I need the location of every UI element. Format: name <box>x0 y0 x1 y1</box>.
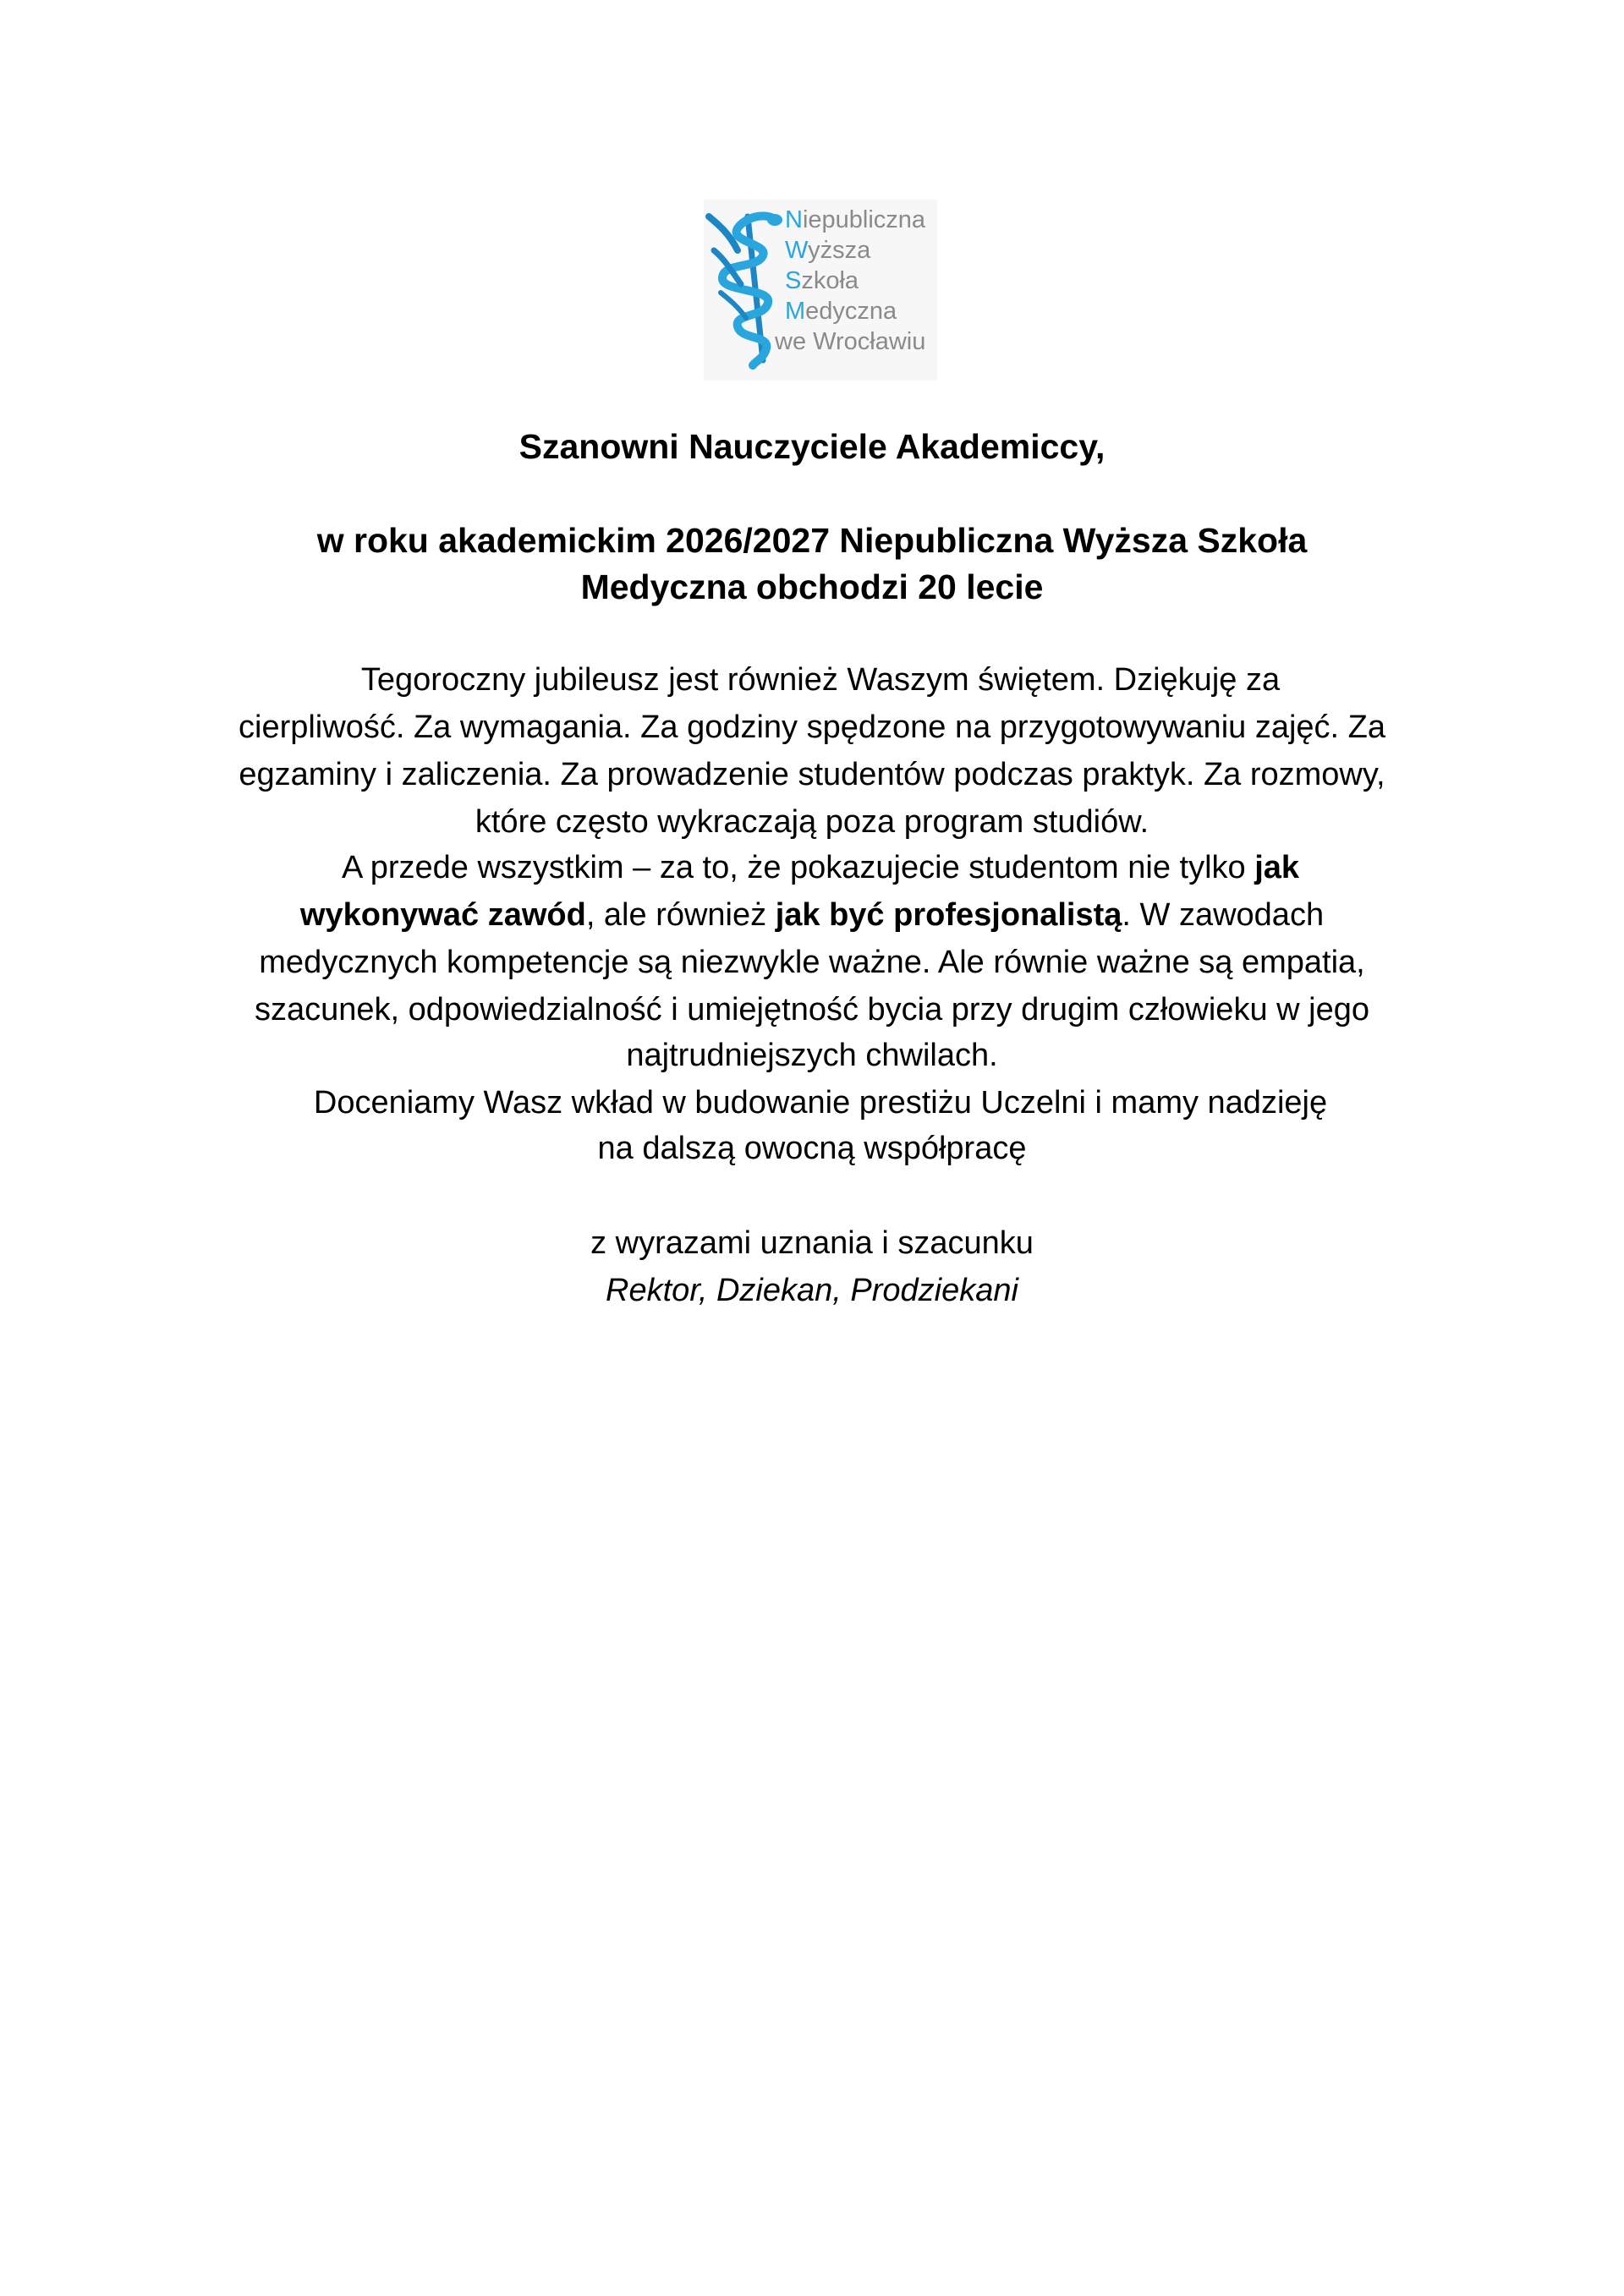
headline-line: w roku akademickim 2026/2027 Niepubliczna Wyższa Szkoła <box>316 521 1308 560</box>
salutation: Szanowni Nauczyciele Akademiccy, <box>518 427 1106 466</box>
signature-line: Rektor, Dziekan, Prodziekani <box>606 1273 1018 1308</box>
paragraph-line: najtrudniejszych chwilach. <box>626 1038 998 1073</box>
bold-text: jak <box>1254 850 1300 885</box>
logo-line: Medyczna <box>785 298 897 325</box>
paragraph-line <box>0 893 1624 937</box>
closing-line: z wyrazami uznania i szacunku <box>590 1225 1034 1261</box>
logo-wordmark <box>775 205 926 357</box>
paragraph-line: szacunek, odpowiedzialność i umiejętność bycia przy drugim człowieku w jego <box>255 992 1369 1027</box>
text-run: . W zawodach <box>1122 897 1325 933</box>
bold-text: wykonywać zawód <box>299 897 586 933</box>
text-run: A przede wszystkim – za to, że pokazujecie studentom nie tylko <box>341 850 1255 885</box>
logo-line: Wyższa <box>785 237 871 264</box>
caduceus-snake-icon <box>704 200 785 381</box>
logo-line: Szkoła <box>785 267 859 294</box>
headline-line: Medyczna obchodzi 20 lecie <box>580 567 1044 606</box>
logo-line: we Wrocławiu <box>775 328 926 355</box>
paragraph-line: na dalszą owocną współpracę <box>597 1131 1027 1166</box>
logo-line: Niepubliczna <box>785 206 926 233</box>
university-logo <box>704 200 937 381</box>
bold-text: jak być profesjonalistą <box>775 897 1122 933</box>
paragraph-line <box>0 846 1624 890</box>
text-run: , ale również <box>585 897 776 933</box>
paragraph-line: egzaminy i zaliczenia. Za prowadzenie studentów podczas praktyk. Za rozmowy, <box>239 757 1385 792</box>
paragraph-line: Doceniamy Wasz wkład w budowanie prestiżu Uczelni i mamy nadzieję <box>313 1085 1328 1121</box>
paragraph-line: medycznych kompetencje są niezwykle ważne. Ale równie ważne są empatia, <box>259 945 1365 980</box>
paragraph-line: Tegoroczny jubileusz jest również Waszym świętem. Dziękuję za <box>360 662 1281 698</box>
paragraph-line: cierpliwość. Za wymagania. Za godziny spędzone na przygotowywaniu zajęć. Za <box>239 710 1385 745</box>
paragraph-line: które często wykraczają poza program studiów. <box>475 804 1149 840</box>
